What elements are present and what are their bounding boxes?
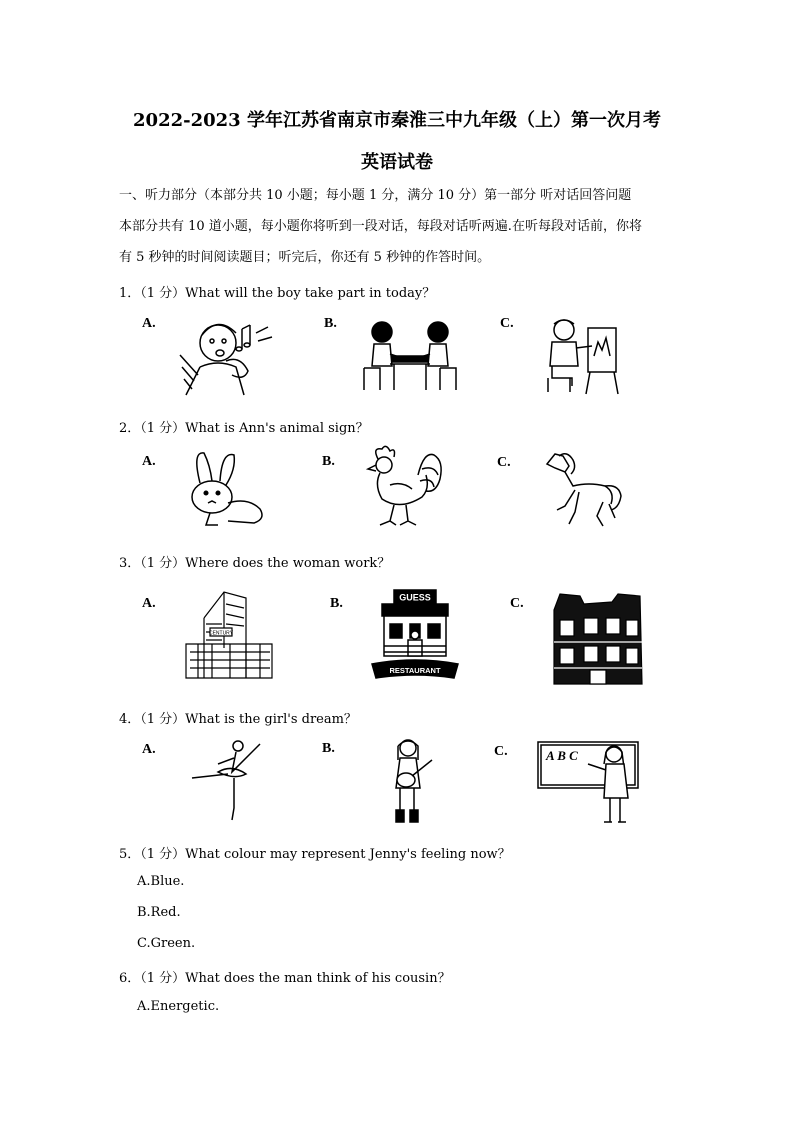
q6-option-a: A.Energetic.	[137, 999, 220, 1014]
q2-label-a: A.	[142, 454, 156, 469]
q3-label-b: B.	[330, 596, 343, 611]
boy-singing-icon	[178, 315, 278, 397]
restaurant-icon	[370, 588, 460, 680]
rooster-icon	[360, 445, 446, 527]
child-painting-icon	[540, 316, 620, 396]
q1-label-c: C.	[500, 316, 514, 331]
question-2: 2．（1 分）What is Ann's animal sign？	[119, 421, 369, 436]
restaurant-bottom-sign: RESTAURANT	[389, 666, 441, 675]
horse-icon	[541, 450, 623, 530]
office-building-icon	[184, 588, 274, 680]
children-chess-icon	[360, 320, 460, 392]
q2-label-c: C.	[497, 455, 511, 470]
question-6: 6．（1 分）What does the man think of his cousin？	[119, 971, 451, 986]
section-instructions	[119, 186, 679, 268]
question-4: 4．（1 分）What is the girl's dream？	[119, 712, 357, 727]
q5-option-a: A.Blue.	[137, 874, 185, 889]
question-1: 1．（1 分）What will the boy take part in today？	[119, 286, 436, 301]
instruction-line-2: 本部分共有 10 道小题，每小题你将听到一段对话，每段对话听两遍.在听每段对话前，你将	[119, 219, 642, 234]
q1-label-b: B.	[324, 316, 337, 331]
instruction-line-3: 有 5 秒钟的时间阅读题目；听完后，你还有 5 秒钟的作答时间。	[119, 250, 491, 265]
instruction-line-1: 一、听力部分（本部分共 10 小题；每小题 1 分，满分 10 分）第一部分 听对话回答问题	[119, 188, 632, 203]
page-subtitle: 英语试卷	[361, 152, 433, 173]
q3-label-c: C.	[510, 596, 524, 611]
q4-label-a: A.	[142, 742, 156, 757]
q4-label-b: B.	[322, 741, 335, 756]
ballet-dancer-icon	[188, 738, 264, 822]
question-5: 5．（1 分）What colour may represent Jenny's feeling now？	[119, 847, 511, 862]
question-3: 3．（1 分）Where does the woman work？	[119, 556, 391, 571]
q5-option-c: C.Green.	[137, 936, 196, 951]
old-building-icon	[550, 590, 646, 686]
q1-label-a: A.	[142, 316, 156, 331]
teacher-blackboard-icon	[534, 740, 644, 828]
rabbit-icon	[188, 447, 268, 529]
q3-label-a: A.	[142, 596, 156, 611]
blackboard-letters: A B C	[546, 748, 578, 763]
q2-label-b: B.	[322, 454, 335, 469]
office-building-sign: CENTURY	[208, 630, 234, 637]
girl-guitar-icon	[386, 738, 436, 824]
page-title: 2022-2023 学年江苏省南京市秦淮三中九年级（上）第一次月考	[133, 110, 661, 131]
q4-label-c: C.	[494, 744, 508, 759]
restaurant-top-sign: GUESS	[399, 592, 431, 603]
q5-option-b: B.Red.	[137, 905, 181, 920]
